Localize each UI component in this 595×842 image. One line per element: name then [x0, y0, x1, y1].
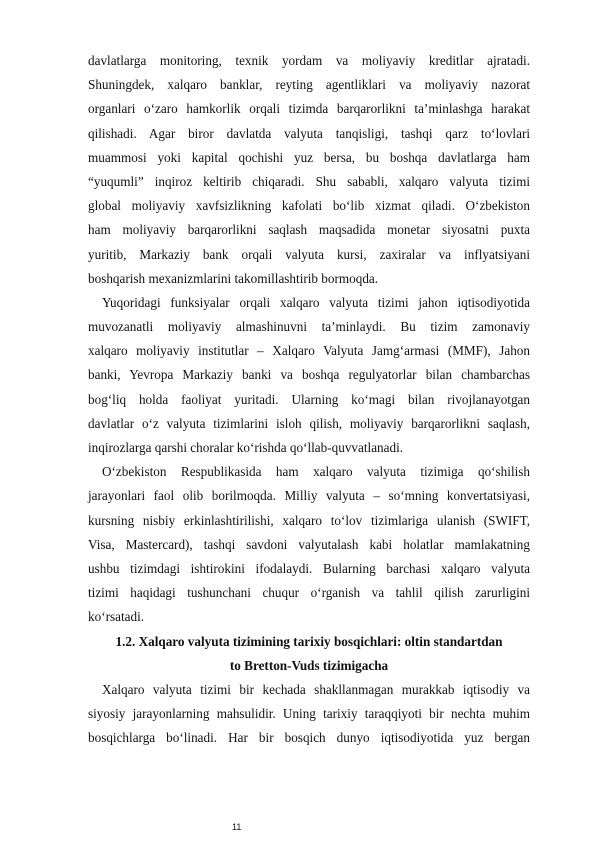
paragraph-2 — [88, 291, 530, 460]
text-line: qilishadi. Agar biror davlatda valyuta tanqisligi, tashqi qarz to‘lovlari — [88, 125, 530, 141]
text-line: muvozanatli moliyaviy almashinuvni ta’minlaydi. Bu tizim zamonaviy — [88, 319, 530, 335]
section-heading — [88, 630, 530, 678]
text-line: “yuqumli” inqiroz keltirib chiqaradi. Shu sababli, xalqaro valyuta tizimi — [88, 173, 530, 189]
text-line: organlari o‘zaro hamkorlik orqali tizimda barqarorlikni ta’minlashga harakat — [88, 101, 530, 117]
text-line: Yuqoridagi funksiyalar orqali xalqaro valyuta tizimi jahon iqtisodiyotida — [102, 294, 530, 310]
text-line: davlatlar o‘z valyuta tizimlarini isloh qilish, moliyaviy barqarorlikni saqlash, — [88, 415, 530, 431]
paragraph-3 — [88, 460, 530, 629]
text-line: bog‘liq holda faoliyat yuritadi. Ularning ko‘magi bilan rivojlanayotgan — [88, 391, 530, 407]
section-heading-line: to Bretton-Vuds tizimigacha — [229, 657, 389, 673]
text-line: banki, Yevropa Markaziy banki va boshqa regulyatorlar bilan chambarchas — [88, 367, 530, 383]
text-line: yuritib, Markaziy bank orqali valyuta kursi, zaxiralar va inflyatsiyani — [88, 246, 530, 262]
text-line: inqirozlarga qarshi choralar ko‘rishda qo‘llab-quvvatlanadi. — [88, 440, 404, 455]
text-line: xalqaro moliyaviy institutlar – Xalqaro Valyuta Jamg‘armasi (MMF), Jahon — [88, 343, 530, 359]
text-line: global moliyaviy xavfsizlikning kafolati bo‘lib xizmat qiladi. O‘zbekiston — [88, 198, 530, 214]
text-line: tizimi haqidagi tushunchani chuqur o‘rganish va tahlil qilish zarurligini — [88, 585, 530, 601]
text-line: Visa, Mastercard), tashqi savdoni valyutalash kabi holatlar mamlakatning — [88, 536, 530, 552]
text-line: Shuningdek, xalqaro banklar, reyting agentliklari va moliyaviy nazorat — [88, 77, 530, 93]
text-line: jarayonlari faol olib borilmoqda. Milliy valyuta – so‘mning konvertatsiyasi, — [88, 488, 530, 504]
text-line: boshqarish mexanizmlarini takomillashtirib bormoqda. — [88, 270, 379, 286]
paragraph-1 — [88, 49, 530, 291]
text-line: muammosi yoki kapital qochishi yuz bersa, bu boshqa davlatlarga ham — [88, 149, 530, 165]
text-line: ko‘rsatadi. — [88, 609, 145, 625]
page-number: 11 — [232, 822, 242, 832]
text-line: O‘zbekiston Respublikasida ham xalqaro valyuta tizimiga qo‘shilish — [102, 464, 530, 480]
text-line: davlatlarga monitoring, texnik yordam va moliyaviy kreditlar ajratadi. — [88, 53, 530, 68]
text-line: kursning nisbiy erkinlashtirilishi, xalqaro to‘lov tizimlariga ulanish (SWIFT, — [88, 512, 530, 528]
text-line: bosqichlarga bo‘linadi. Har bir bosqich dunyo iqtisodiyotida yuz bergan — [88, 730, 530, 746]
page-content — [88, 49, 530, 750]
section-heading-line: 1.2. Xalqaro valyuta tizimining tarixiy bosqichlari: oltin standartdan — [115, 633, 503, 649]
text-line: ushbu tizimdagi ishtirokini ifodalaydi. Bularning barchasi xalqaro valyuta — [88, 560, 530, 576]
text-line: Xalqaro valyuta tizimi bir kechada shakllanmagan murakkab iqtisodiy va — [102, 681, 530, 697]
text-line: siyosiy jarayonlarning mahsulidir. Uning tarixiy taraqqiyoti bir nechta muhim — [88, 706, 530, 722]
text-line: ham moliyaviy barqarorlikni saqlash maqsadida monetar siyosatni puxta — [88, 222, 530, 238]
paragraph-4 — [88, 678, 530, 751]
